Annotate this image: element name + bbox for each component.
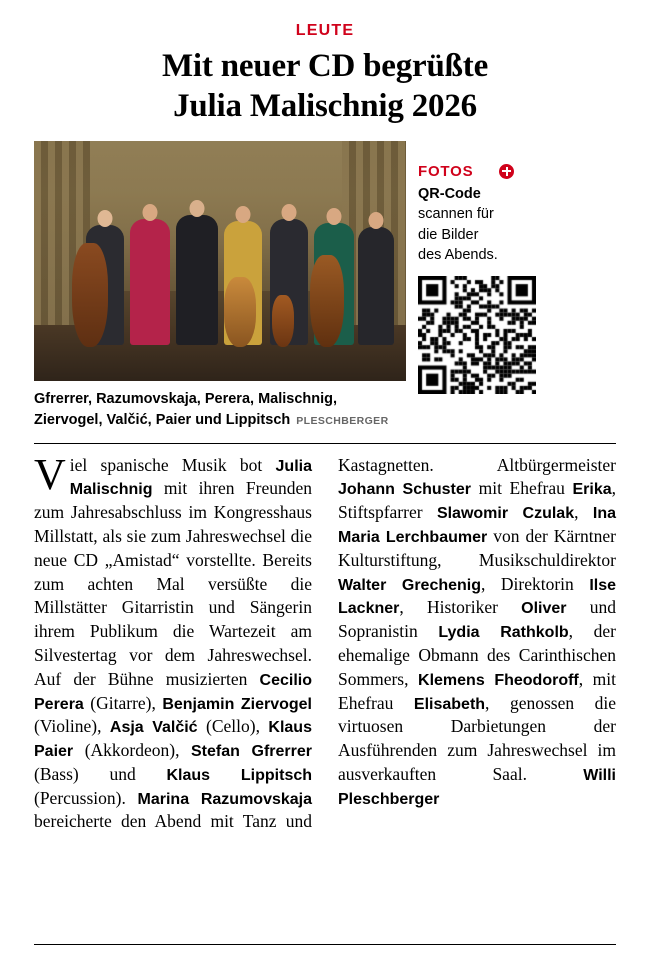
- body-text-run: , der ehemalige Obmann des Carinthischen Sommers,: [338, 621, 616, 689]
- person-name: Asja Valčić: [109, 719, 198, 737]
- body-text-run: (Akkordeon),: [73, 740, 191, 761]
- article-body: [34, 449, 616, 835]
- violin-icon: [272, 295, 294, 347]
- headline-line-1: Mit neuer CD begrüßte: [161, 48, 489, 84]
- person-head: [327, 208, 342, 225]
- media-row: [34, 141, 616, 431]
- body-text-run: von der Kärntner Kulturstiftung, Musikschuldirektor: [338, 525, 616, 570]
- person-name: Johann Schuster: [338, 481, 472, 499]
- headline-line-2: Julia Malischnig 2026: [173, 88, 477, 125]
- caption-line-2: Ziervogel, Valčić, Paier und Lippitsch: [34, 411, 291, 428]
- body-text-run: (Bass) und: [34, 763, 167, 784]
- person-name: Ina Maria Lerchbaumer: [338, 505, 616, 546]
- fotos-line-1: QR-Code: [418, 185, 481, 202]
- fotos-line-2: scannen für: [418, 206, 494, 223]
- group-photo: [34, 141, 406, 381]
- person-name: Klemens Fheodoroff: [418, 671, 579, 689]
- author-signature: Willi Pleschberger: [338, 766, 616, 808]
- body-text-run: (Cello),: [197, 716, 269, 737]
- person-name: Klaus Lippitsch: [166, 766, 313, 784]
- body-text-run: (Gitarre),: [83, 692, 163, 713]
- caption-line-1: Gfrerrer, Razumovskaja, Perera, Malischnig,: [34, 390, 338, 407]
- body-text-run: , Stiftspfarrer: [338, 478, 616, 523]
- body-text-run: ,: [574, 502, 593, 523]
- person-name: Julia Malischnig: [69, 457, 312, 499]
- person-name: Oliver: [521, 600, 567, 618]
- dropcap: V: [34, 449, 66, 499]
- person-name: Elisabeth: [413, 695, 486, 713]
- person-name: Benjamin Ziervogel: [162, 695, 312, 713]
- person-head: [236, 206, 251, 223]
- body-text-run: , Historiker: [399, 597, 522, 618]
- plus-circle-icon[interactable]: [499, 164, 514, 179]
- section-kicker: LEUTE: [295, 22, 355, 39]
- page-title: [34, 46, 616, 127]
- body-text-run: (Violine),: [34, 716, 110, 737]
- person-name: Ilse Lackner: [338, 576, 616, 618]
- double-bass-icon: [72, 243, 108, 347]
- person-name: Marina Razumovskaja: [137, 790, 312, 808]
- body-text-run: mit ihren Freunden zum Jahresabschluss im Kongresshaus Millstatt, als sie zum Jahreswechsel die neue CD „Amistad“ vorstellte. Bereits zum achten Mal versüßte die Millstätter Gitarristin und Sängerin ihrem Publikum die Wartezeit am Silvestertag vor dem Jahreswechsel. Auf der Bühne musizierten: [34, 478, 312, 689]
- body-text-run: , mit Ehefrau: [338, 668, 616, 713]
- fotos-box: [418, 141, 616, 399]
- fotos-line-3: die Bilder: [418, 226, 479, 243]
- fotos-label: FOTOS: [418, 162, 474, 180]
- person-name: Stefan Gfrerrer: [191, 743, 312, 761]
- body-text-run: (Percussion).: [34, 787, 138, 808]
- body-text-run: , Direktorin: [481, 573, 590, 594]
- cello-icon: [310, 255, 344, 347]
- body-text-run: bereicherte den Abend mit Tanz und Kastagnetten. Altbürgermeister: [34, 454, 616, 832]
- body-text-run: und Sopranistin: [338, 597, 616, 642]
- body-paragraph: [34, 449, 616, 835]
- person-head: [369, 212, 384, 229]
- fotos-line-4: des Abends.: [418, 247, 498, 264]
- person-head: [143, 204, 158, 221]
- body-text-run: , genossen die virtuosen Darbietungen der Ausführenden zum Jahreswechsel im ausverkauften Saal.: [338, 692, 616, 784]
- photo-caption: [34, 389, 406, 431]
- body-text-run: mit Ehefrau: [471, 478, 573, 499]
- person-name: Klaus Paier: [34, 719, 312, 761]
- person-figure: [358, 227, 394, 345]
- person-head: [98, 210, 113, 227]
- photo-block: [34, 141, 406, 431]
- qr-code-icon[interactable]: [418, 276, 536, 394]
- photo-credit: PLESCHBERGER: [296, 414, 389, 427]
- person-name: Slawomir Czulak: [436, 505, 575, 523]
- person-head: [190, 200, 205, 217]
- fotos-header: [418, 163, 616, 180]
- body-text-run: iel spanische Musik bot: [69, 454, 276, 475]
- person-figure: [176, 215, 218, 345]
- bottom-divider: [34, 944, 616, 945]
- person-head: [282, 204, 297, 221]
- fotos-description: [418, 184, 616, 266]
- person-name: Erika: [572, 481, 612, 499]
- divider: [34, 443, 616, 444]
- guitar-icon: [224, 277, 256, 347]
- person-name: Lydia Rathkolb: [438, 624, 569, 642]
- person-figure: [130, 219, 170, 345]
- person-name: Walter Grechenig: [338, 576, 482, 594]
- person-name: Cecilio Perera: [34, 671, 312, 713]
